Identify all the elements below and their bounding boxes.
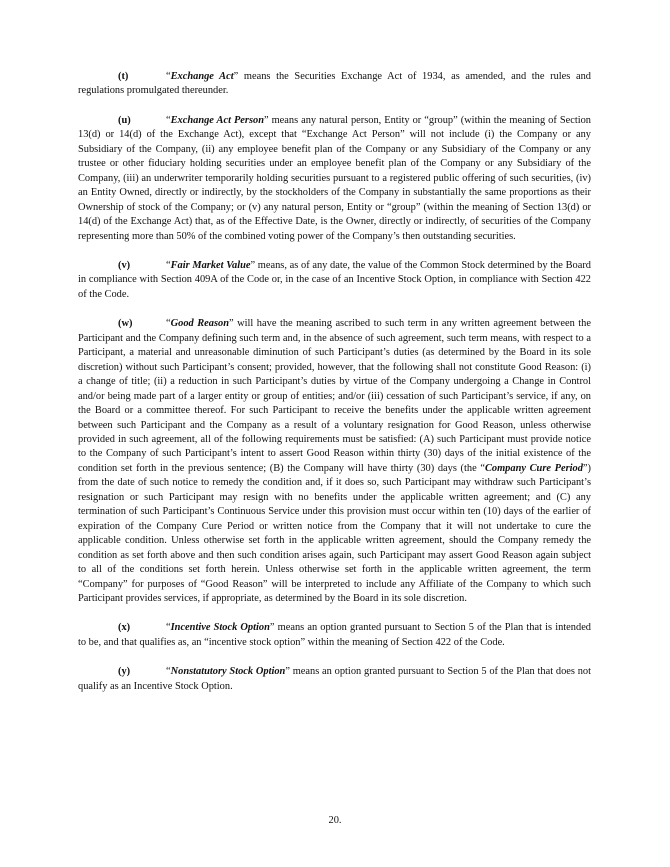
defined-term: Exchange Act: [170, 71, 234, 82]
open-quote: “: [166, 666, 171, 678]
open-quote: “: [166, 318, 171, 330]
page-number: 20.: [328, 815, 342, 826]
definition-text: ” will have the meaning ascribed to such term in any written agreement between the Participant and the Company defining such term and, in the absence of such agreement, such term means, with respect to a Participant, a material and unreasonable diminution of such Participant’s duties (as determined by the Board in its sole discretion) without such Participant’s consent; provided, however, that the following shall not constitute Good Reason: (i) a change of title; (ii) a reduction in such Participant’s duties by virtue of the Company undergoing a Change in Control and/or being made part of a larger entity or group of entities; and/or (iii) cessation of such Participant’s service, if any, on the Board or a committee thereof. For such Participant to receive the benefits under the applicable written agreement between such Participant and the Company as a result of a voluntary resignation for Good Reason, unless otherwise provided in such agreement, all of the following requirements must be satisfied: (A) such Participant must provide notice to the Company of such Participant’s intent to assert Good Reason within thirty (30) days of the initial existence of the condition set forth in the previous sentence; (B) the Company will have thirty (30) days (the “: [78, 318, 591, 474]
defined-term: Fair Market Value: [170, 259, 251, 271]
definition-good-reason: [78, 317, 591, 606]
definition-text: ” means an option granted pursuant to Section 5 of the Plan that is intended to be, and that qualifies as, an “incentive stock option” within the meaning of Section 422 of the Code.: [78, 622, 591, 648]
definition-exchange-act: [78, 70, 591, 99]
definition-text: ” means an option granted pursuant to Section 5 of the Plan that does not qualify as an Incentive Stock Option.: [78, 666, 591, 692]
inner-defined-term: Company Cure Period: [484, 462, 583, 474]
definition-exchange-act-person: [78, 114, 591, 244]
open-quote: “: [166, 622, 171, 634]
definition-text: ” means the Securities Exchange Act of 1934, as amended, and the rules and regulations promulgated thereunder.: [78, 71, 591, 97]
definition-nonstatutory-stock-option: [78, 665, 591, 694]
definition-text: ” means any natural person, Entity or “group” (within the meaning of Section 13(d) or 14(d) of the Exchange Act), except that “Exchange Act Person” will not include (i) the Company or any Subsidiary of the Company, (ii) any employee benefit plan of the Company or any Subsidiary of the Company or any trustee or other fiduciary holding securities under an employee benefit plan of the Company or any Subsidiary of the Company, (iii) an underwriter temporarily holding securities pursuant to a registered public offering of such securities, (iv) an Entity Owned, directly or indirectly, by the stockholders of the Company in substantially the same proportions as their Ownership of stock of the Company; or (v) any natural person, Entity or “group” (within the meaning of Section 13(d) or 14(d) of the Exchange Act) that, as of the Effective Date, is the Owner, directly or indirectly, of securities of the Company representing more than 50% of the combined voting power of the Company’s then outstanding securities.: [78, 114, 591, 242]
section-letter: (t): [118, 71, 129, 82]
defined-term: Good Reason: [170, 318, 229, 330]
section-letter: (v): [118, 259, 131, 271]
open-quote: “: [166, 259, 171, 271]
defined-term: Nonstatutory Stock Option: [170, 666, 286, 678]
section-letter: (x): [118, 622, 131, 634]
document-page: [78, 70, 591, 709]
definition-fair-market-value: [78, 259, 591, 302]
defined-term: Incentive Stock Option: [170, 622, 270, 634]
definition-text: ” means, as of any date, the value of the Common Stock determined by the Board in compliance with Section 409A of the Code or, in the case of an Incentive Stock Option, in compliance with Section 422 of the Code.: [78, 259, 591, 300]
definition-incentive-stock-option: [78, 621, 591, 650]
section-letter: (y): [118, 666, 131, 678]
open-quote: “: [166, 114, 171, 126]
open-quote: “: [166, 71, 171, 82]
section-letter: (u): [118, 114, 131, 126]
section-letter: (w): [118, 318, 133, 330]
definition-text-continued: ”) from the date of such notice to remedy the condition and, if it does so, such Participant may withdraw such Participant’s resignation or such Participant may resign with no benefits under the applicable written agreement; and (C) any termination of such Participant’s Continuous Service under this provision must occur within ten (10) days of the earlier of expiration of the Company Cure Period or written notice from the Company that it will not undertake to cure the applicable condition. Unless otherwise set forth in the applicable written agreement, should the Company remedy the condition as set forth above and then such condition arises again, such Participant may assert Good Reason again subject to all of the conditions set forth herein. Unless otherwise set forth in the applicable written agreement, the term “Company” for purposes of “Good Reason” will be interpreted to include any Affiliate of the Company to which such Participant provides services, if appropriate, as determined by the Board in its sole discretion.: [78, 462, 591, 604]
defined-term: Exchange Act Person: [170, 114, 264, 126]
